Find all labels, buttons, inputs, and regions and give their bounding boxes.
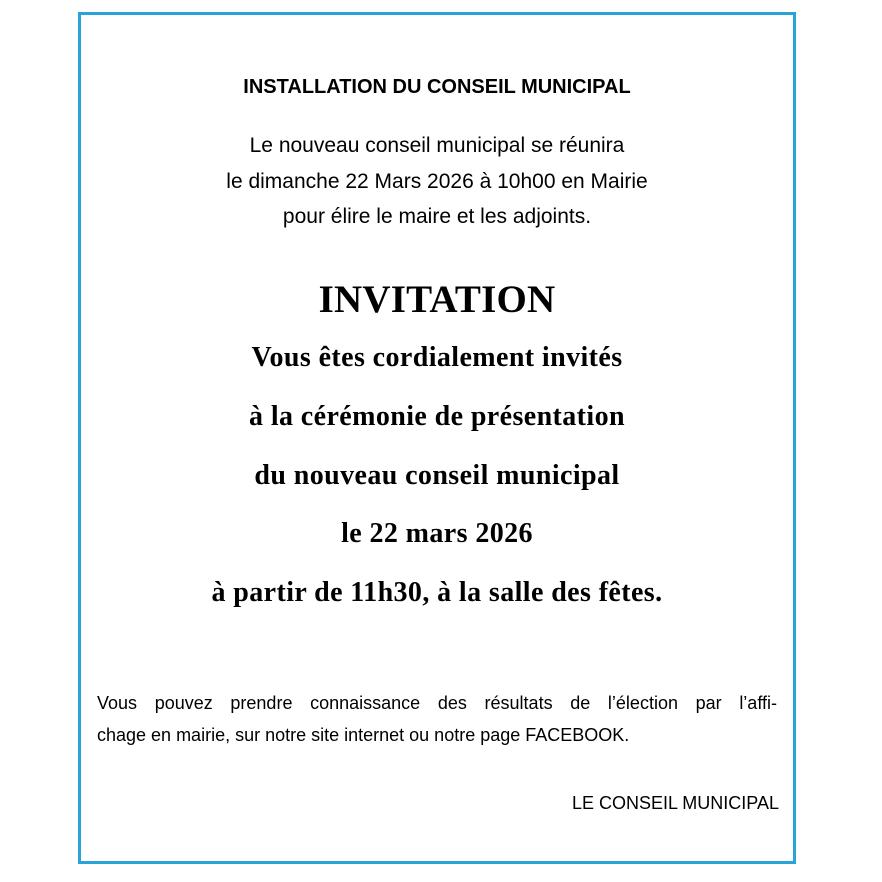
invitation-line: à partir de 11h30, à la salle des fêtes. bbox=[211, 577, 663, 608]
invitation-heading: INVITATION bbox=[318, 278, 556, 321]
notice-title: INSTALLATION DU CONSEIL MUNICIPAL bbox=[243, 76, 631, 98]
intro-line: le dimanche 22 Mars 2026 à 10h00 en Mairie bbox=[226, 170, 648, 193]
intro-line: pour élire le maire et les adjoints. bbox=[282, 205, 592, 228]
results-note-line: Vous pouvez prendre connaissance des résultats de l’élection par l’affi- bbox=[97, 693, 777, 713]
notice-frame bbox=[78, 12, 796, 864]
signature: LE CONSEIL MUNICIPAL bbox=[571, 793, 779, 813]
invitation-line: le 22 mars 2026 bbox=[341, 518, 533, 549]
results-note-line: chage en mairie, sur notre site internet ou notre page FACEBOOK. bbox=[97, 725, 630, 745]
invitation-line: à la cérémonie de présentation bbox=[249, 401, 625, 432]
invitation-line: Vous êtes cordialement invités bbox=[251, 342, 623, 373]
intro-line: Le nouveau conseil municipal se réunira bbox=[249, 134, 625, 157]
invitation-line: du nouveau conseil municipal bbox=[254, 460, 620, 491]
